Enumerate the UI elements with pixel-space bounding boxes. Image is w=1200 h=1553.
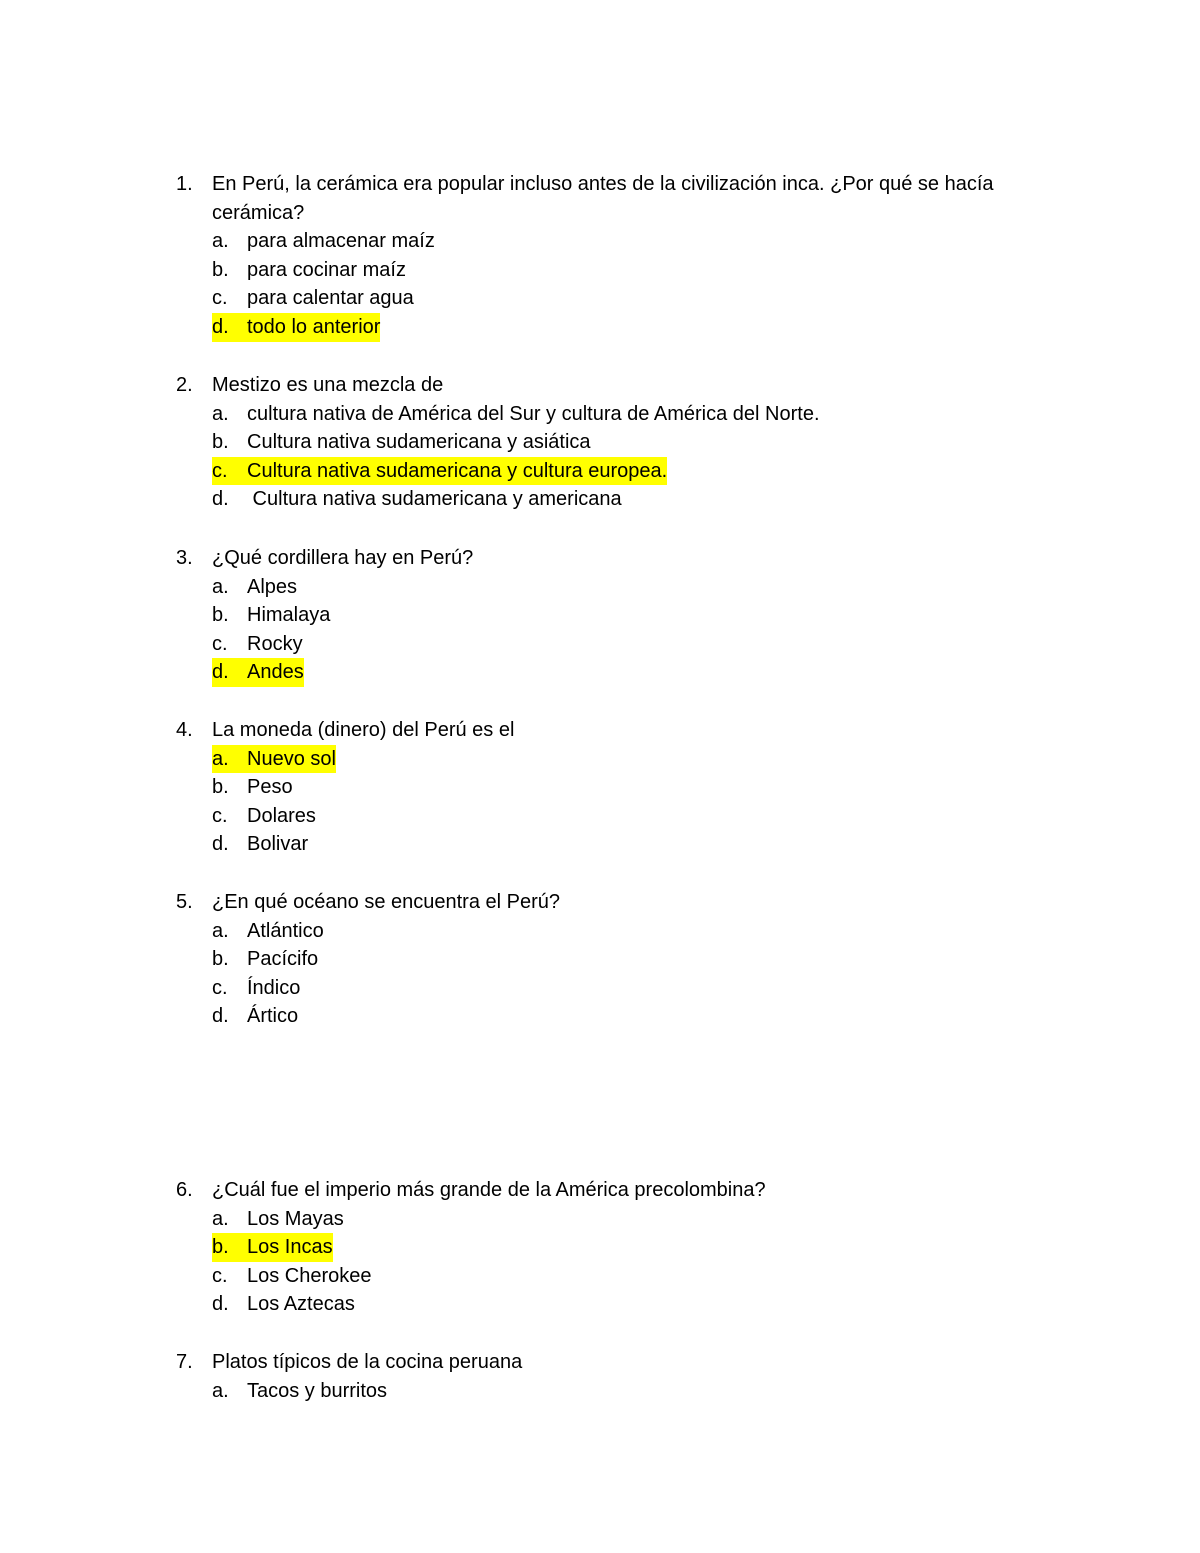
option-content (212, 945, 318, 974)
option-text: todo lo anterior (247, 315, 381, 338)
option-letter: a. (212, 1379, 229, 1402)
option-letter: b. (212, 776, 229, 799)
option-text: Cultura nativa sudamericana y cultura europea. (247, 459, 668, 482)
question-stem (176, 716, 1056, 745)
option-content (212, 773, 293, 802)
question-stem (176, 170, 1056, 227)
option-letter: b. (212, 258, 229, 281)
option-content (212, 256, 406, 285)
option-text: Bolivar (247, 833, 309, 856)
option-letter: a. (212, 747, 229, 770)
option-letter: b. (212, 431, 229, 454)
option-text: Los Aztecas (247, 1293, 355, 1316)
question-6 (176, 1176, 1056, 1319)
option-letter: d. (212, 1293, 229, 1316)
option-letter: a. (212, 1207, 229, 1230)
option-text: Ártico (247, 1005, 299, 1028)
option-content (212, 1262, 372, 1291)
option-d (212, 1002, 1056, 1031)
option-c (212, 630, 1056, 659)
question-5 (176, 888, 1056, 1031)
option-b (212, 773, 1056, 802)
option-text: Andes (247, 661, 304, 684)
question-number: 5. (176, 891, 193, 913)
option-text: Tacos y burritos (247, 1379, 388, 1402)
option-c (212, 457, 1056, 486)
option-a (212, 917, 1056, 946)
option-text: Los Incas (247, 1236, 333, 1259)
option-c (212, 284, 1056, 313)
question-number: 6. (176, 1179, 193, 1201)
question-text: ¿En qué océano se encuentra el Perú? (212, 891, 561, 913)
option-text: Cultura nativa sudamericana y americana (247, 488, 622, 511)
option-d (212, 1290, 1056, 1319)
highlighted-answer (212, 658, 304, 687)
option-letter: c. (212, 976, 228, 999)
option-text: Pacícifo (247, 948, 319, 971)
option-letter: a. (212, 919, 229, 942)
option-content (212, 917, 324, 946)
option-text: Atlántico (247, 919, 324, 942)
option-letter: d. (212, 1005, 229, 1028)
option-letter: c. (212, 459, 228, 482)
option-content (212, 974, 300, 1003)
option-d (212, 658, 1056, 687)
option-text: Nuevo sol (247, 747, 336, 770)
option-text: Los Cherokee (247, 1264, 372, 1287)
option-content (212, 284, 414, 313)
question-text: ¿Qué cordillera hay en Perú? (212, 547, 474, 569)
question-number: 2. (176, 374, 193, 396)
question-text: En Perú, la cerámica era popular incluso antes de la civilización inca. ¿Por qué se hacía cerámica? (212, 173, 994, 224)
option-a (212, 227, 1056, 256)
option-content (212, 1002, 298, 1031)
option-text: Peso (247, 776, 293, 799)
option-letter: d. (212, 661, 229, 684)
option-a (212, 745, 1056, 774)
option-content (212, 830, 308, 859)
question-text: La moneda (dinero) del Perú es el (212, 719, 515, 741)
question-stem (176, 371, 1056, 400)
question-number: 1. (176, 173, 193, 195)
highlighted-answer (212, 457, 667, 486)
option-text: Rocky (247, 632, 303, 655)
option-c (212, 974, 1056, 1003)
option-content (212, 802, 316, 831)
question-stem (176, 544, 1056, 573)
question-text: Mestizo es una mezcla de (212, 374, 444, 396)
option-letter: c. (212, 287, 228, 310)
question-1 (176, 170, 1056, 342)
option-d (212, 830, 1056, 859)
option-content (212, 400, 820, 429)
option-content (212, 1377, 387, 1406)
option-letter: b. (212, 604, 229, 627)
highlighted-answer (212, 313, 380, 342)
question-4 (176, 716, 1056, 859)
question-number: 7. (176, 1351, 193, 1373)
option-letter: d. (212, 488, 229, 511)
question-number: 4. (176, 719, 193, 741)
option-letter: c. (212, 1264, 228, 1287)
option-a (212, 573, 1056, 602)
question-text: Platos típicos de la cocina peruana (212, 1351, 523, 1373)
option-b (212, 256, 1056, 285)
option-text: para almacenar maíz (247, 230, 435, 253)
question-stem (176, 1348, 1056, 1377)
option-letter: c. (212, 804, 228, 827)
option-a (212, 400, 1056, 429)
option-text: Índico (247, 976, 301, 999)
option-b (212, 1233, 1056, 1262)
option-text: Dolares (247, 804, 316, 827)
option-b (212, 945, 1056, 974)
question-7 (176, 1348, 1056, 1405)
option-text: cultura nativa de América del Sur y cultura de América del Norte. (247, 402, 820, 425)
option-text: Alpes (247, 575, 298, 598)
option-content (212, 601, 330, 630)
option-text: para calentar agua (247, 287, 414, 310)
option-content (212, 573, 297, 602)
option-content (212, 428, 591, 457)
option-letter: c. (212, 632, 228, 655)
question-3 (176, 544, 1056, 687)
option-content (212, 1290, 355, 1319)
option-b (212, 601, 1056, 630)
highlighted-answer (212, 745, 336, 774)
option-letter: b. (212, 948, 229, 971)
question-2 (176, 371, 1056, 514)
option-letter: d. (212, 833, 229, 856)
option-content (212, 630, 303, 659)
option-text: Los Mayas (247, 1207, 344, 1230)
option-b (212, 428, 1056, 457)
option-text: para cocinar maíz (247, 258, 406, 281)
option-text: Himalaya (247, 604, 331, 627)
question-stem (176, 888, 1056, 917)
option-c (212, 1262, 1056, 1291)
question-text: ¿Cuál fue el imperio más grande de la América precolombina? (212, 1179, 766, 1201)
option-content (212, 1205, 344, 1234)
option-letter: a. (212, 575, 229, 598)
highlighted-answer (212, 1233, 333, 1262)
option-a (212, 1205, 1056, 1234)
option-a (212, 1377, 1056, 1406)
option-content (212, 485, 622, 514)
option-letter: a. (212, 230, 229, 253)
option-c (212, 802, 1056, 831)
option-d (212, 485, 1056, 514)
option-text: Cultura nativa sudamericana y asiática (247, 431, 591, 454)
option-letter: d. (212, 315, 229, 338)
question-number: 3. (176, 547, 193, 569)
option-d (212, 313, 1056, 342)
question-stem (176, 1176, 1056, 1205)
option-content (212, 227, 435, 256)
option-letter: a. (212, 402, 229, 425)
option-letter: b. (212, 1236, 229, 1259)
